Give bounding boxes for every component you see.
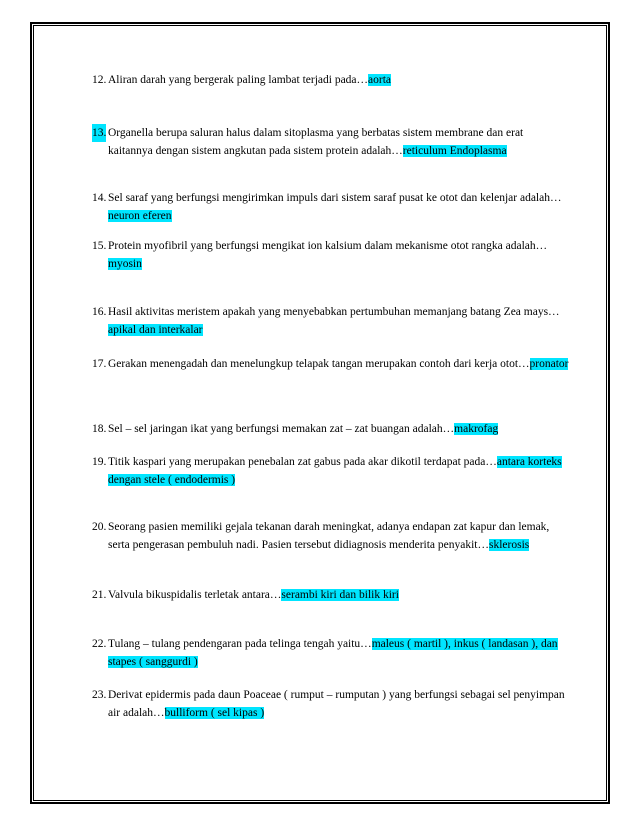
question-text: Sel saraf yang berfungsi mengirimkan impuls dari sistem saraf pusat ke otot dan kelenjar adalah… bbox=[108, 192, 562, 204]
question-number: 19. bbox=[92, 456, 107, 468]
answer-highlight: antara korteks dengan stele ( endodermis ) bbox=[108, 456, 562, 486]
question-text: Valvula bikuspidalis terletak antara… bbox=[108, 589, 282, 601]
answer-highlight: sklerosis bbox=[489, 539, 530, 551]
question-22 bbox=[92, 635, 570, 671]
question-text: Tulang – tulang pendengaran pada telinga tengah yaitu… bbox=[108, 638, 372, 650]
question-text: Seorang pasien memiliki gejala tekanan darah meningkat, adanya endapan zat kapur dan lemak, serta pengerasan pembuluh nadi. Pasien tersebut didiagnosis menderita penyakit… bbox=[108, 521, 550, 551]
question-number: 13. bbox=[92, 124, 106, 142]
question-12 bbox=[92, 71, 570, 89]
answer-highlight: pronator bbox=[529, 358, 569, 370]
question-text: Sel – sel jaringan ikat yang berfungsi memakan zat – zat buangan adalah… bbox=[108, 423, 455, 435]
answer-highlight: aorta bbox=[368, 74, 392, 86]
answer-highlight: makrofag bbox=[454, 423, 499, 435]
question-text: Protein myofibril yang berfungsi mengikat ion kalsium dalam mekanisme otot rangka adalah… bbox=[108, 240, 548, 252]
answer-highlight: bulliform ( sel kipas ) bbox=[164, 707, 265, 719]
question-text: Derivat epidermis pada daun Poaceae ( rumput – rumputan ) yang berfungsi sebagai sel penyimpan air adalah… bbox=[108, 689, 565, 719]
question-23 bbox=[92, 686, 570, 722]
question-number: 14. bbox=[92, 192, 107, 204]
answer-highlight: myosin bbox=[108, 258, 142, 270]
question-text: Aliran darah yang bergerak paling lambat terjadi pada… bbox=[108, 74, 369, 86]
question-number: 17. bbox=[92, 358, 107, 370]
question-number: 16. bbox=[92, 306, 107, 318]
question-15 bbox=[92, 237, 570, 273]
question-number: 22. bbox=[92, 638, 107, 650]
question-text: Organella berupa saluran halus dalam sitoplasma yang berbatas sistem membrane dan erat kaitannya dengan sistem angkutan pada sistem protein adalah… bbox=[108, 127, 524, 157]
answer-highlight: reticulum Endoplasma bbox=[402, 145, 507, 157]
answer-highlight: serambi kiri dan bilik kiri bbox=[281, 589, 399, 601]
question-number: 15. bbox=[92, 240, 107, 252]
question-number: 20. bbox=[92, 521, 107, 533]
question-18 bbox=[92, 420, 570, 438]
question-13 bbox=[92, 124, 570, 160]
answer-highlight: apikal dan interkalar bbox=[108, 324, 203, 336]
question-16 bbox=[92, 303, 570, 339]
question-number: 12. bbox=[92, 74, 107, 86]
question-14 bbox=[92, 189, 570, 225]
question-17 bbox=[92, 355, 570, 373]
question-21 bbox=[92, 586, 570, 604]
question-text: Titik kaspari yang merupakan penebalan zat gabus pada akar dikotil terdapat pada… bbox=[108, 456, 497, 468]
answer-highlight: neuron eferen bbox=[108, 210, 172, 222]
answer-highlight: maleus ( martil ), inkus ( landasan ), dan stapes ( sanggurdi ) bbox=[108, 638, 558, 668]
question-19 bbox=[92, 453, 570, 489]
question-number: 18. bbox=[92, 423, 107, 435]
question-number: 21. bbox=[92, 589, 107, 601]
question-text: Gerakan menengadah dan menelungkup telapak tangan merupakan contoh dari kerja otot… bbox=[108, 358, 530, 370]
question-text: Hasil aktivitas meristem apakah yang menyebabkan pertumbuhan memanjang batang Zea mays… bbox=[108, 306, 560, 318]
question-number: 23. bbox=[92, 689, 107, 701]
question-20 bbox=[92, 518, 570, 554]
